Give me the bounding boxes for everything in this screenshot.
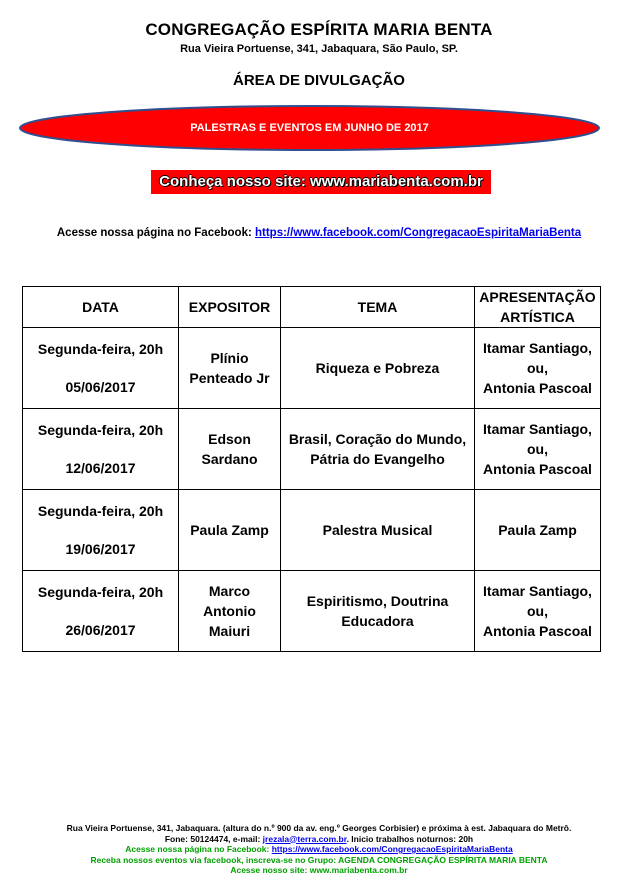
section-title: ÁREA DE DIVULGAÇÃO xyxy=(233,72,405,89)
footer-address: Rua Vieira Portuense, 341, Jabaquara. (altura do n.º 900 da av. eng.º Georges Corbisier) e próxima à est. Jabaquara do Metrô. xyxy=(66,823,572,833)
site-promo-box[interactable]: Conheça nosso site: www.mariabenta.com.br xyxy=(151,170,491,194)
event-date: 26/06/2017 xyxy=(65,622,136,638)
weekday-time: Segunda-feira, 20h xyxy=(37,422,164,438)
weekday-time: Segunda-feira, 20h xyxy=(37,503,164,519)
table-header-row xyxy=(23,287,601,328)
footer xyxy=(0,823,638,876)
page-title: CONGREGAÇÃO ESPÍRITA MARIA BENTA xyxy=(145,20,493,39)
weekday-time: Segunda-feira, 20h xyxy=(37,341,164,357)
table-row xyxy=(23,409,601,490)
speaker-cell: Edson Sardano xyxy=(179,409,281,490)
artist-cell: Itamar Santiago, ou, Antonia Pascoal xyxy=(475,409,601,490)
header-tema: TEMA xyxy=(281,287,475,328)
header-data: DATA xyxy=(23,287,179,328)
theme-cell: Espiritismo, Doutrina Educadora xyxy=(281,571,475,652)
date-cell xyxy=(23,409,179,490)
speaker-cell: Plínio Penteado Jr xyxy=(179,328,281,409)
date-cell xyxy=(23,328,179,409)
footer-facebook xyxy=(0,844,638,855)
facebook-label: Acesse nossa página no Facebook: xyxy=(56,227,252,239)
artist-cell: Paula Zamp xyxy=(475,490,601,571)
speaker-cell: Marco Antonio Maiuri xyxy=(179,571,281,652)
artist-cell: Itamar Santiago, ou, Antonia Pascoal xyxy=(475,328,601,409)
event-date: 05/06/2017 xyxy=(65,379,136,395)
theme-cell: Riqueza e Pobreza xyxy=(281,328,475,409)
header-expositor: EXPOSITOR xyxy=(179,287,281,328)
footer-group: Receba nossos eventos via facebook, inscreva-se no Grupo: AGENDA CONGREGAÇÃO ESPÍRITA MARIA BENTA xyxy=(90,854,548,865)
facebook-link[interactable]: https://www.facebook.com/CongregacaoEspiritaMariaBenta xyxy=(255,227,582,239)
facebook-line xyxy=(0,227,638,239)
weekday-time: Segunda-feira, 20h xyxy=(37,584,164,600)
banner-text: PALESTRAS E EVENTOS EM JUNHO DE 2017 xyxy=(190,122,429,134)
theme-cell: Brasil, Coração do Mundo, Pátria do Evangelho xyxy=(281,409,475,490)
footer-facebook-link[interactable]: https://www.facebook.com/CongregacaoEspiritaMariaBenta xyxy=(271,844,513,854)
table-row xyxy=(23,490,601,571)
header-address: Rua Vieira Portuense, 341, Jabaquara, São Paulo, SP. xyxy=(180,43,458,55)
footer-contact xyxy=(0,834,638,845)
event-banner xyxy=(18,104,601,152)
speaker-cell: Paula Zamp xyxy=(179,490,281,571)
footer-phone: Fone: 50124474, e-mail: xyxy=(164,833,261,844)
event-date: 19/06/2017 xyxy=(65,541,136,557)
theme-cell: Palestra Musical xyxy=(281,490,475,571)
footer-email-link[interactable]: jrezala@terra.com.br xyxy=(262,833,347,844)
table-row xyxy=(23,328,601,409)
header-apresentacao: APRESENTAÇÃO ARTÍSTICA xyxy=(475,287,601,328)
artist-cell: Itamar Santiago, ou, Antonia Pascoal xyxy=(475,571,601,652)
date-cell xyxy=(23,571,179,652)
footer-hours: . Inicio trabalhos noturnos: 20h xyxy=(346,833,474,844)
events-table xyxy=(22,286,601,652)
footer-site: Acesse nosso site: www.mariabenta.com.br xyxy=(230,865,408,875)
event-date: 12/06/2017 xyxy=(65,460,136,476)
table-row xyxy=(23,571,601,652)
footer-facebook-label: Acesse nossa página no Facebook: xyxy=(125,844,270,854)
date-cell xyxy=(23,490,179,571)
